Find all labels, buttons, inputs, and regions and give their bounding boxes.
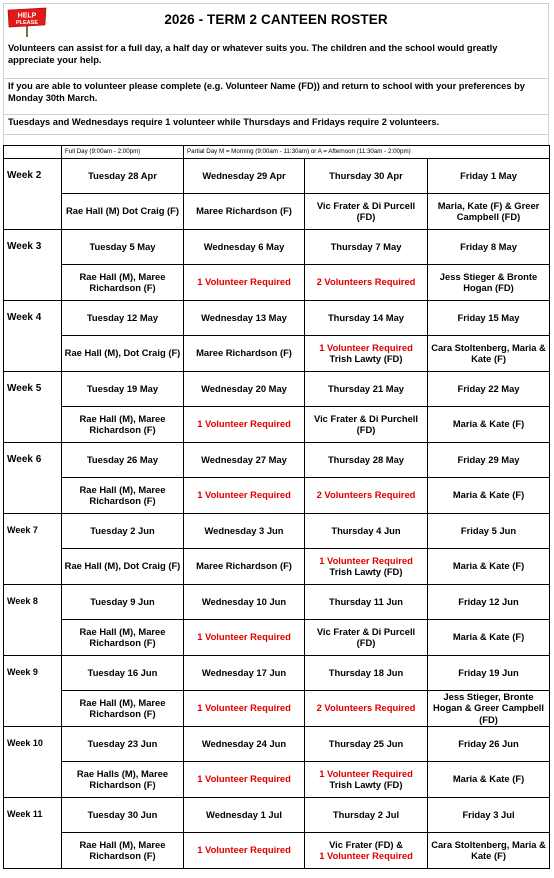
- date-cell-friday: Friday 15 May: [428, 300, 550, 335]
- roster-table: [3, 145, 550, 869]
- volunteer-cell-friday[interactable]: [428, 690, 550, 726]
- volunteer-required-text: 1 Volunteer Required: [197, 276, 291, 288]
- volunteer-name-text: Rae Hall (M), Dot Craig (F): [64, 347, 181, 359]
- date-cell-tuesday: Tuesday 26 May: [62, 442, 184, 477]
- week-label: Week 4: [4, 300, 62, 335]
- volunteer-cell-tuesday[interactable]: [62, 690, 184, 726]
- volunteer-required-text: 1 Volunteer Required: [197, 702, 291, 714]
- date-cell-friday: Friday 12 Jun: [428, 584, 550, 619]
- roster-sheet: [3, 3, 549, 869]
- date-cell-thursday: Thursday 28 May: [305, 442, 428, 477]
- date-cell-wednesday: Wednesday 3 Jun: [184, 513, 305, 548]
- date-cell-thursday: Thursday 14 May: [305, 300, 428, 335]
- volunteer-name-text: Rae Hall (M) Dot Craig (F): [65, 205, 180, 217]
- week-label-continuation: [4, 690, 62, 726]
- volunteer-name-text: Vic Frater (FD) &: [329, 838, 403, 850]
- volunteer-name-text: Maria & Kate (F): [452, 418, 525, 430]
- date-cell-friday: Friday 8 May: [428, 229, 550, 264]
- volunteer-cell-tuesday[interactable]: [62, 619, 184, 655]
- volunteer-name-text: Maree Richardson (F): [196, 347, 292, 359]
- date-cell-friday: Friday 3 Jul: [428, 797, 550, 832]
- date-cell-tuesday: Tuesday 16 Jun: [62, 655, 184, 690]
- week-label: Week 9: [4, 655, 62, 690]
- week-date-row: [4, 584, 550, 619]
- volunteer-name-text: Cara Stoltenberg, Maria & Kate (F): [431, 341, 546, 364]
- volunteer-cell-friday[interactable]: [428, 264, 550, 300]
- volunteer-cell-wednesday[interactable]: [184, 477, 305, 513]
- legend-row: [4, 146, 550, 159]
- volunteer-cell-thursday[interactable]: [305, 832, 428, 868]
- volunteer-required-text: 1 Volunteer Required: [319, 554, 413, 566]
- date-cell-wednesday: Wednesday 17 Jun: [184, 655, 305, 690]
- week-volunteer-row: [4, 406, 550, 442]
- date-cell-tuesday: Tuesday 12 May: [62, 300, 184, 335]
- date-cell-friday: Friday 5 Jun: [428, 513, 550, 548]
- volunteer-name-text: Vic Frater & Di Purchell (FD): [313, 412, 419, 435]
- volunteer-cell-wednesday[interactable]: [184, 619, 305, 655]
- volunteer-name-text: Maria & Kate (F): [452, 560, 525, 572]
- week-label-continuation: [4, 832, 62, 868]
- volunteer-cell-tuesday[interactable]: [62, 406, 184, 442]
- volunteer-cell-thursday[interactable]: [305, 619, 428, 655]
- date-cell-tuesday: Tuesday 30 Jun: [62, 797, 184, 832]
- date-cell-friday: Friday 29 May: [428, 442, 550, 477]
- volunteer-name-text: Maria & Kate (F): [452, 631, 525, 643]
- volunteer-cell-thursday[interactable]: [305, 406, 428, 442]
- volunteer-cell-friday[interactable]: [428, 406, 550, 442]
- volunteer-cell-tuesday[interactable]: [62, 477, 184, 513]
- date-cell-friday: Friday 26 Jun: [428, 726, 550, 761]
- note-requirements: Tuesdays and Wednesdays require 1 volunteer while Thursdays and Fridays require 2 volunteers.: [3, 115, 549, 134]
- volunteer-cell-friday[interactable]: [428, 548, 550, 584]
- volunteer-cell-friday[interactable]: [428, 193, 550, 229]
- volunteer-cell-thursday[interactable]: [305, 264, 428, 300]
- volunteer-cell-tuesday[interactable]: [62, 832, 184, 868]
- volunteer-required-text: 1 Volunteer Required: [197, 844, 291, 856]
- volunteer-name-text: Maria, Kate (F) & Greer Campbell (FD): [437, 199, 540, 222]
- week-label-continuation: [4, 193, 62, 229]
- week-volunteer-row: [4, 761, 550, 797]
- volunteer-name-text: Vic Frater & Di Purcell (FD): [316, 199, 416, 222]
- legend-full-day: Full Day (9:00am - 2:00pm): [62, 146, 184, 159]
- volunteer-required-text: 1 Volunteer Required: [197, 489, 291, 501]
- volunteer-cell-wednesday[interactable]: [184, 761, 305, 797]
- volunteer-cell-friday[interactable]: [428, 477, 550, 513]
- volunteer-name-text: Jess Stieger, Bronte Hogan & Greer Campbell (FD): [433, 690, 544, 725]
- week-volunteer-row: [4, 832, 550, 868]
- logo-line-2: PLEASE: [15, 20, 39, 26]
- volunteer-cell-tuesday[interactable]: [62, 548, 184, 584]
- date-cell-wednesday: Wednesday 29 Apr: [184, 158, 305, 193]
- volunteer-cell-friday[interactable]: [428, 832, 550, 868]
- roster-header: [3, 3, 549, 38]
- legend-partial-day: Partial Day M = Morning (9:00am - 11:30am) or A = Afternoon (11:30am - 2:00pm): [184, 146, 550, 159]
- spacer: [3, 134, 549, 145]
- week-label: Week 10: [4, 726, 62, 761]
- logo-line-1: HELP: [17, 12, 37, 20]
- date-cell-friday: Friday 1 May: [428, 158, 550, 193]
- date-cell-tuesday: Tuesday 9 Jun: [62, 584, 184, 619]
- week-label: Week 7: [4, 513, 62, 548]
- date-cell-wednesday: Wednesday 27 May: [184, 442, 305, 477]
- week-date-row: [4, 300, 550, 335]
- volunteer-required-text: 1 Volunteer Required: [197, 631, 291, 643]
- week-volunteer-row: [4, 335, 550, 371]
- volunteer-name-text: Rae Hall (M), Maree Richardson (F): [79, 838, 166, 861]
- week-date-row: [4, 158, 550, 193]
- volunteer-cell-wednesday[interactable]: [184, 548, 305, 584]
- volunteer-name-text: Trish Lawty (FD): [329, 566, 403, 577]
- week-label-continuation: [4, 548, 62, 584]
- volunteer-name-text: Rae Hall (M), Maree Richardson (F): [79, 483, 166, 506]
- date-cell-thursday: Thursday 30 Apr: [305, 158, 428, 193]
- date-cell-thursday: Thursday 21 May: [305, 371, 428, 406]
- volunteer-required-text: 2 Volunteers Required: [316, 702, 416, 714]
- week-volunteer-row: [4, 690, 550, 726]
- volunteer-name-text: Trish Lawty (FD): [329, 779, 403, 790]
- volunteer-cell-friday[interactable]: [428, 619, 550, 655]
- page-title: 2026 - TERM 2 CANTEEN ROSTER: [164, 12, 388, 27]
- date-cell-tuesday: Tuesday 5 May: [62, 229, 184, 264]
- week-label: Week 2: [4, 158, 62, 193]
- date-cell-thursday: Thursday 2 Jul: [305, 797, 428, 832]
- week-volunteer-row: [4, 193, 550, 229]
- volunteer-cell-thursday[interactable]: [305, 335, 428, 371]
- volunteer-cell-wednesday[interactable]: [184, 264, 305, 300]
- week-label: Week 3: [4, 229, 62, 264]
- volunteer-cell-wednesday[interactable]: [184, 690, 305, 726]
- week-volunteer-row: [4, 264, 550, 300]
- volunteer-required-text: 1 Volunteer Required: [319, 767, 413, 779]
- volunteer-cell-tuesday[interactable]: [62, 335, 184, 371]
- week-label-continuation: [4, 406, 62, 442]
- volunteer-cell-thursday[interactable]: [305, 548, 428, 584]
- date-cell-wednesday: Wednesday 1 Jul: [184, 797, 305, 832]
- week-label-continuation: [4, 761, 62, 797]
- volunteer-name-text: Rae Hall (M), Maree Richardson (F): [79, 625, 166, 648]
- week-volunteer-row: [4, 548, 550, 584]
- volunteer-cell-thursday[interactable]: [305, 477, 428, 513]
- week-date-row: [4, 371, 550, 406]
- volunteer-cell-tuesday[interactable]: [62, 193, 184, 229]
- date-cell-friday: Friday 19 Jun: [428, 655, 550, 690]
- volunteer-cell-tuesday[interactable]: [62, 761, 184, 797]
- date-cell-thursday: Thursday 7 May: [305, 229, 428, 264]
- volunteer-name-text: Jess Stieger & Bronte Hogan (FD): [439, 270, 538, 293]
- date-cell-thursday: Thursday 25 Jun: [305, 726, 428, 761]
- date-cell-friday: Friday 22 May: [428, 371, 550, 406]
- date-cell-wednesday: Wednesday 10 Jun: [184, 584, 305, 619]
- volunteer-cell-tuesday[interactable]: [62, 264, 184, 300]
- week-label: Week 6: [4, 442, 62, 477]
- date-cell-thursday: Thursday 11 Jun: [305, 584, 428, 619]
- volunteer-required-text: 1 Volunteer Required: [197, 418, 291, 430]
- date-cell-wednesday: Wednesday 13 May: [184, 300, 305, 335]
- week-date-row: [4, 442, 550, 477]
- volunteer-required-text: 1 Volunteer Required: [319, 850, 413, 861]
- volunteer-required-text: 1 Volunteer Required: [319, 341, 413, 353]
- volunteer-name-text: Vic Frater & Di Purcell (FD): [316, 625, 416, 648]
- week-label: Week 5: [4, 371, 62, 406]
- date-cell-tuesday: Tuesday 28 Apr: [62, 158, 184, 193]
- volunteer-cell-friday[interactable]: [428, 335, 550, 371]
- volunteer-cell-thursday[interactable]: [305, 690, 428, 726]
- week-date-row: [4, 655, 550, 690]
- week-label-continuation: [4, 619, 62, 655]
- volunteer-name-text: Rae Hall (M), Maree Richardson (F): [79, 270, 166, 293]
- volunteer-cell-friday[interactable]: [428, 761, 550, 797]
- legend-blank: [4, 146, 62, 159]
- volunteer-name-text: Rae Hall (M), Maree Richardson (F): [79, 696, 166, 719]
- week-date-row: [4, 513, 550, 548]
- week-date-row: [4, 726, 550, 761]
- week-date-row: [4, 797, 550, 832]
- date-cell-wednesday: Wednesday 6 May: [184, 229, 305, 264]
- week-label-continuation: [4, 335, 62, 371]
- week-label: Week 11: [4, 797, 62, 832]
- week-volunteer-row: [4, 477, 550, 513]
- volunteer-cell-thursday[interactable]: [305, 761, 428, 797]
- date-cell-wednesday: Wednesday 24 Jun: [184, 726, 305, 761]
- note-volunteer-info: Volunteers can assist for a full day, a half day or whatever suits you. The children and the school would greatly appreciate your help.: [3, 38, 549, 79]
- volunteer-name-text: Maree Richardson (F): [196, 205, 292, 217]
- volunteer-cell-wednesday[interactable]: [184, 193, 305, 229]
- volunteer-required-text: 2 Volunteers Required: [316, 276, 416, 288]
- volunteer-cell-thursday[interactable]: [305, 193, 428, 229]
- date-cell-tuesday: Tuesday 19 May: [62, 371, 184, 406]
- volunteer-required-text: 2 Volunteers Required: [316, 489, 416, 501]
- note-return-instructions: If you are able to volunteer please complete (e.g. Volunteer Name (FD)) and return to school with your preferences by Monday 30th March.: [3, 79, 549, 115]
- week-label-continuation: [4, 477, 62, 513]
- volunteer-cell-wednesday[interactable]: [184, 406, 305, 442]
- volunteer-cell-wednesday[interactable]: [184, 335, 305, 371]
- date-cell-tuesday: Tuesday 23 Jun: [62, 726, 184, 761]
- date-cell-thursday: Thursday 18 Jun: [305, 655, 428, 690]
- volunteer-cell-wednesday[interactable]: [184, 832, 305, 868]
- date-cell-wednesday: Wednesday 20 May: [184, 371, 305, 406]
- volunteer-name-text: Rae Hall (M), Maree Richardson (F): [79, 412, 166, 435]
- volunteer-name-text: Maria & Kate (F): [452, 489, 525, 501]
- week-date-row: [4, 229, 550, 264]
- volunteer-name-text: Maria & Kate (F): [452, 773, 525, 785]
- week-label-continuation: [4, 264, 62, 300]
- volunteer-name-text: Maree Richardson (F): [196, 560, 292, 572]
- volunteer-name-text: Rae Hall (M), Dot Craig (F): [64, 560, 181, 572]
- week-label: Week 8: [4, 584, 62, 619]
- volunteer-name-text: Trish Lawty (FD): [329, 353, 403, 364]
- volunteer-name-text: Rae Halls (M), Maree Richardson (F): [76, 767, 169, 790]
- date-cell-thursday: Thursday 4 Jun: [305, 513, 428, 548]
- date-cell-tuesday: Tuesday 2 Jun: [62, 513, 184, 548]
- volunteer-required-text: 1 Volunteer Required: [197, 773, 291, 785]
- week-volunteer-row: [4, 619, 550, 655]
- volunteer-name-text: Cara Stoltenberg, Maria & Kate (F): [431, 838, 546, 861]
